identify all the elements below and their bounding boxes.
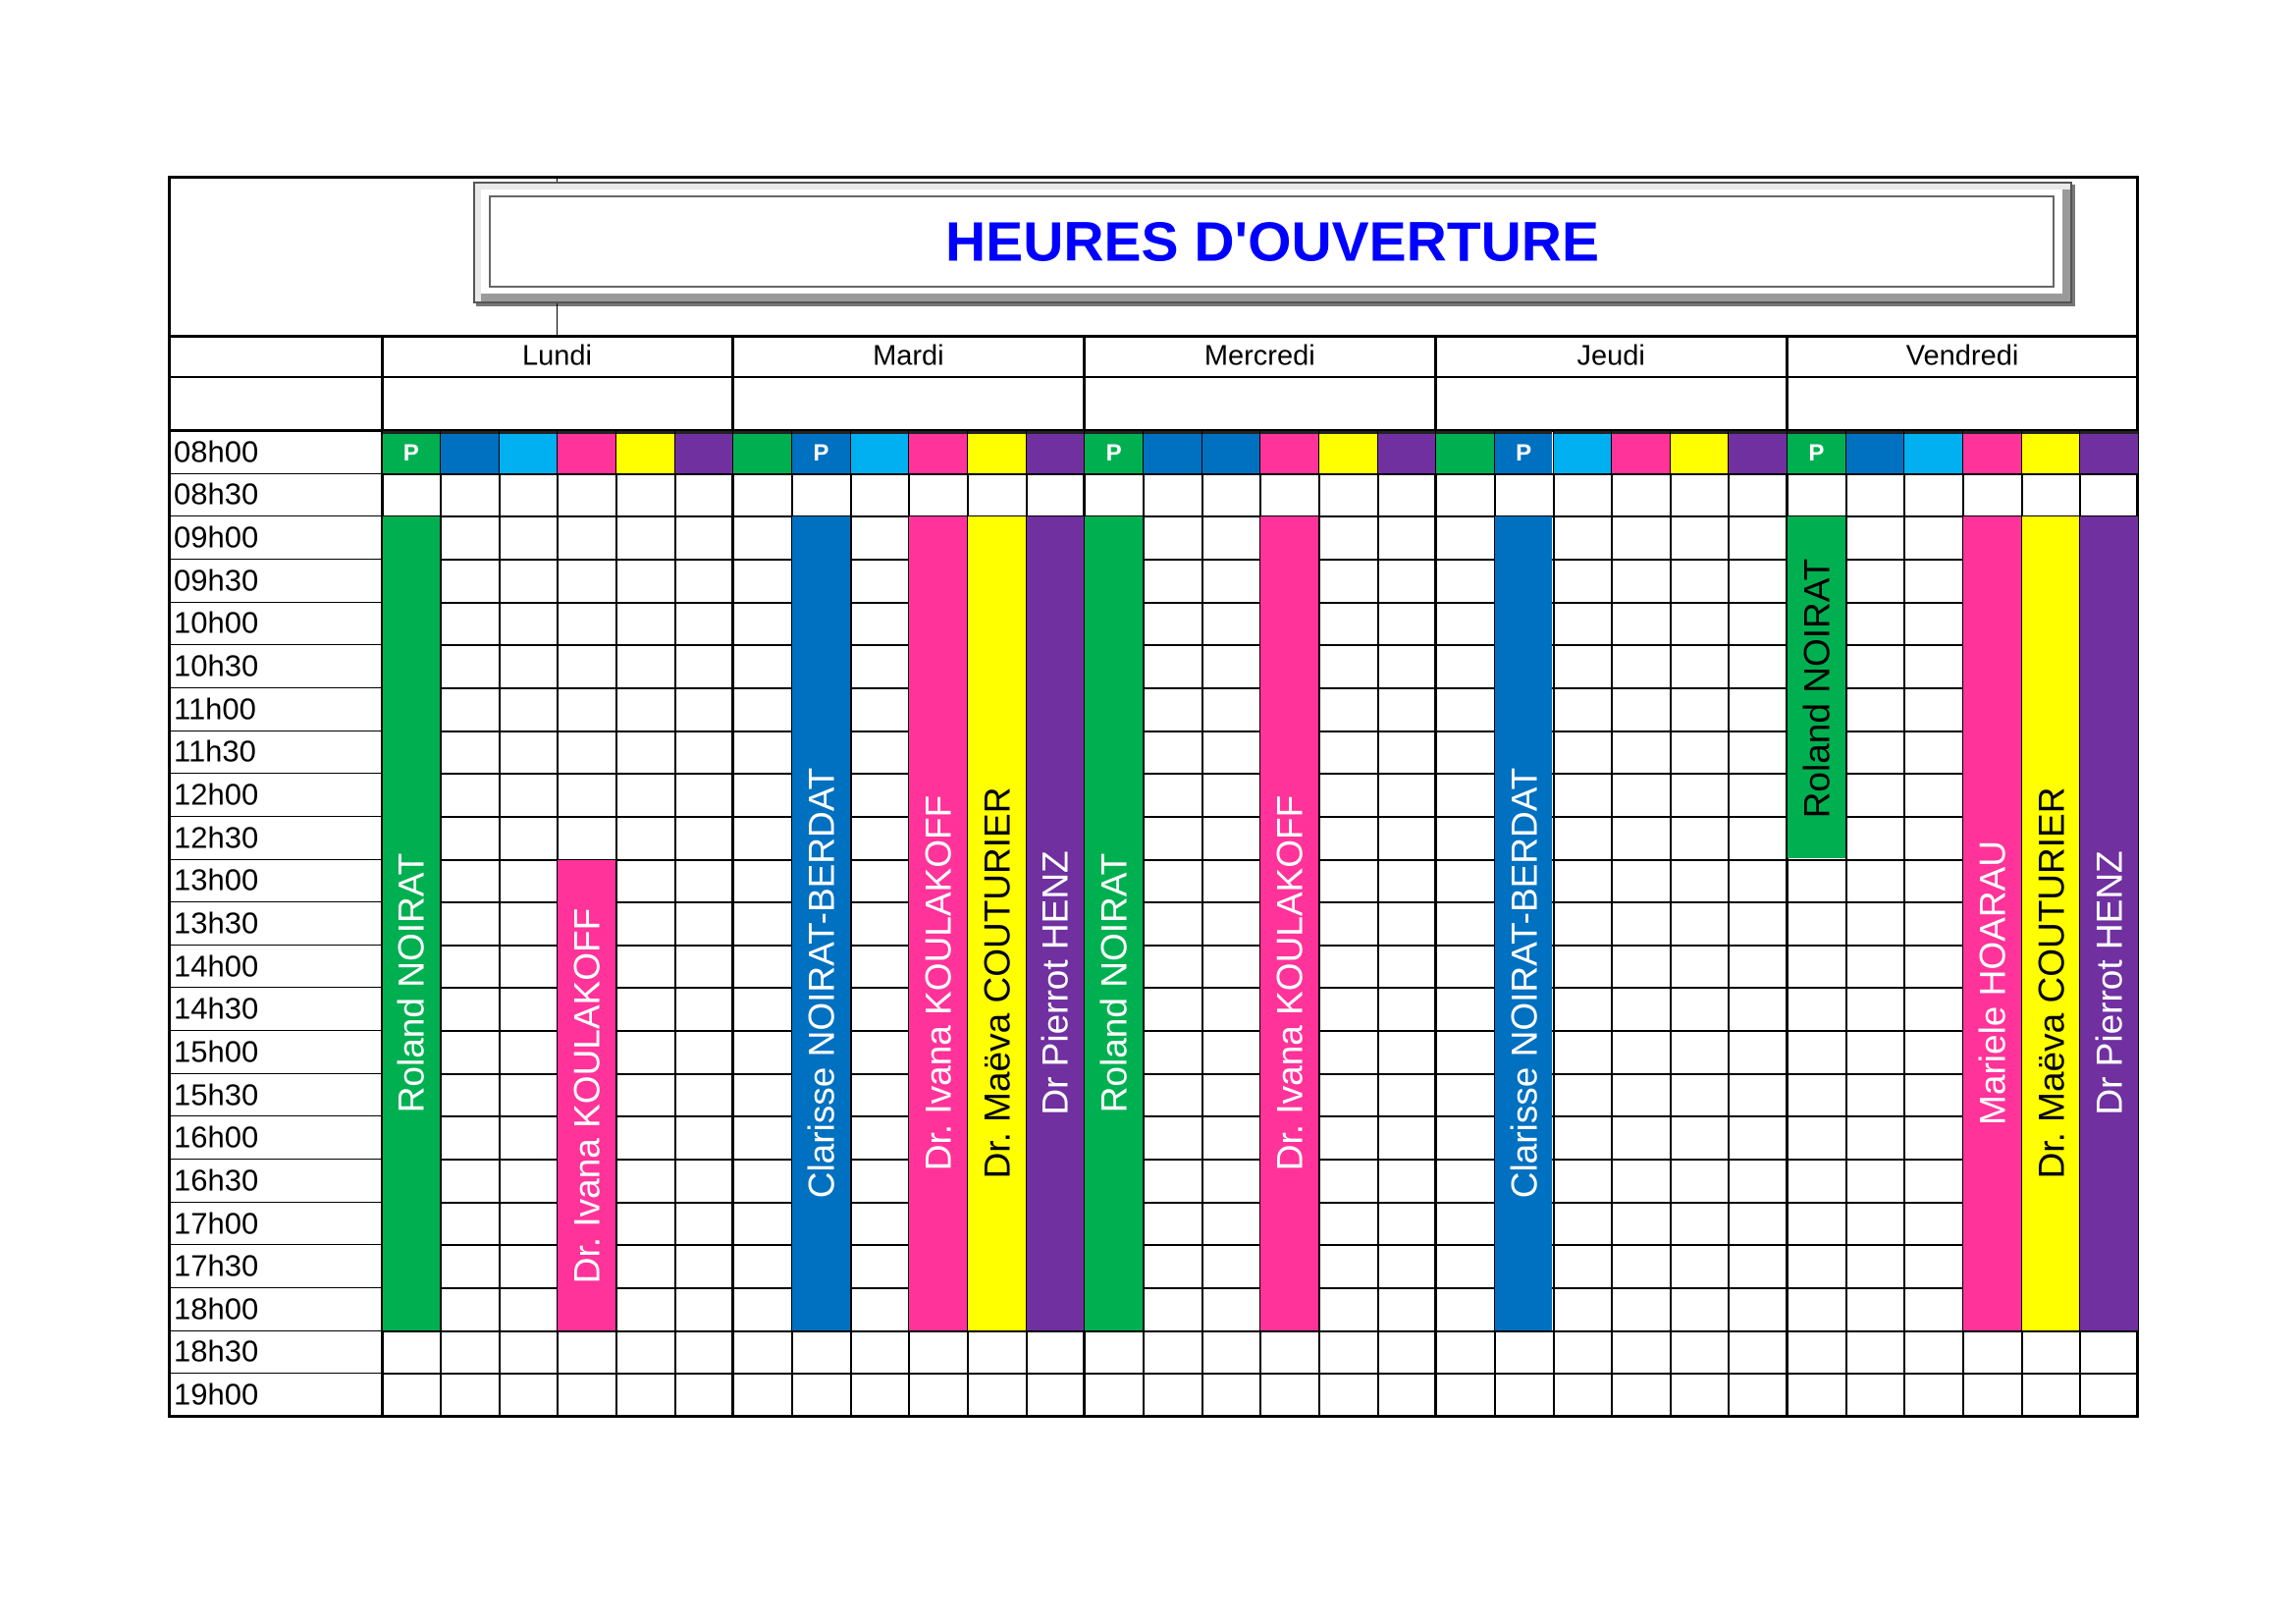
time-row-line: [168, 687, 382, 688]
color-swatch-pink: [1260, 431, 1318, 473]
color-swatch-lightblue: [1904, 431, 1962, 473]
time-label: 09h00: [174, 519, 259, 555]
time-label: 18h00: [174, 1291, 259, 1326]
time-label: 13h30: [174, 905, 259, 941]
time-label: 10h00: [174, 605, 259, 640]
grid-column-line: [1611, 430, 1613, 1416]
color-swatch-green: [1788, 431, 1845, 473]
grid-column-line: [1201, 430, 1203, 1416]
time-label: 14h00: [174, 948, 259, 984]
shift-name: Dr. Maëva COUTURIER: [2031, 786, 2071, 1179]
title-box: [473, 182, 2072, 304]
time-row-line: [168, 1373, 382, 1374]
color-swatch-purple: [1027, 431, 1085, 473]
color-swatch-yellow: [1319, 431, 1377, 473]
color-swatch-lightblue: [1554, 431, 1612, 473]
shift-bar-green: [1085, 516, 1143, 1329]
shift-name: Dr Pierrot HENZ: [1035, 850, 1076, 1115]
shift-name: Dr Pierrot HENZ: [2089, 850, 2130, 1115]
grid-column-line: [615, 430, 617, 1416]
p-marker: P: [1808, 439, 1825, 466]
time-label: 10h30: [174, 648, 259, 683]
grid-column-line: [1845, 430, 1847, 1416]
color-swatch-green: [1085, 431, 1143, 473]
day-header-mercredi: Mercredi: [1203, 340, 1315, 372]
time-row-line: [168, 559, 382, 560]
time-row-line: [168, 1115, 382, 1116]
color-swatch-lightblue: [851, 431, 909, 473]
time-row-line: [168, 945, 382, 946]
time-label: 08h30: [174, 476, 259, 512]
grid-column-line: [1728, 430, 1730, 1416]
time-row-line: [168, 859, 382, 860]
shift-bar-green: [383, 516, 441, 1329]
shift-bar-purple: [2080, 516, 2138, 1329]
shift-name: Roland NOIRAT: [391, 852, 432, 1113]
time-row-line: [168, 773, 382, 774]
color-swatch-green: [383, 431, 441, 473]
grid-column-line: [1318, 430, 1320, 1416]
color-swatch-blue: [1144, 431, 1201, 473]
shift-name: Roland NOIRAT: [1796, 558, 1838, 819]
title-box-tick-top: [557, 176, 558, 182]
day-divider-3: [1434, 336, 1437, 1416]
time-label: 17h00: [174, 1206, 259, 1241]
color-swatch-pink: [909, 431, 967, 473]
color-swatch-pink: [1963, 431, 2021, 473]
color-swatch-yellow: [616, 431, 674, 473]
time-label: 14h30: [174, 991, 259, 1026]
time-label: 09h30: [174, 563, 259, 598]
time-row-line: [168, 1244, 382, 1245]
shift-name: Dr. Ivana KOULAKOFF: [918, 794, 959, 1171]
shift-bar-green: [1788, 516, 1845, 858]
color-swatch-blue: [441, 431, 499, 473]
shift-bar-pink: [1963, 516, 2021, 1329]
time-label: 16h30: [174, 1163, 259, 1198]
time-row-line: [168, 1159, 382, 1160]
time-label: 15h00: [174, 1034, 259, 1069]
color-swatch-yellow: [968, 431, 1026, 473]
time-row-line: [168, 473, 382, 474]
time-label: 18h30: [174, 1333, 259, 1369]
p-marker: P: [1516, 439, 1532, 466]
color-swatch-purple: [675, 431, 733, 473]
color-swatch-yellow: [1671, 431, 1729, 473]
time-label: 12h30: [174, 820, 259, 855]
day-header-lundi: Lundi: [521, 340, 592, 372]
p-marker: P: [813, 439, 829, 466]
p-marker: P: [1105, 439, 1122, 466]
color-swatch-purple: [1378, 431, 1436, 473]
grid-column-line: [674, 430, 676, 1416]
color-swatch-pink: [558, 431, 615, 473]
time-row-line: [168, 901, 382, 902]
day-divider-4: [1786, 336, 1789, 1416]
p-marker: P: [402, 439, 419, 466]
color-swatch-blue: [1495, 431, 1553, 473]
shift-name: Clarisse NOIRAT-BERDAT: [801, 767, 842, 1199]
shift-bar-pink: [1260, 516, 1318, 1329]
title-box-tick: [557, 303, 558, 336]
grid-column-line: [440, 430, 442, 1416]
shift-name: Dr. Ivana KOULAKOFF: [566, 907, 608, 1283]
shift-name: Mariele HOARAU: [1972, 840, 2013, 1125]
shift-name: Dr. Ivana KOULAKOFF: [1269, 794, 1310, 1171]
time-row-line: [168, 1287, 382, 1288]
color-swatch-yellow: [2022, 431, 2080, 473]
shift-bar-pink: [558, 860, 615, 1330]
time-label: 15h30: [174, 1077, 259, 1112]
time-row-line: [168, 816, 382, 817]
time-row-line: [168, 515, 382, 516]
time-row-line: [168, 644, 382, 645]
color-swatch-purple: [2080, 431, 2138, 473]
shift-bar-purple: [1027, 516, 1085, 1329]
shift-bar-blue: [792, 516, 850, 1329]
time-label: 16h00: [174, 1119, 259, 1155]
grid-column-line: [1377, 430, 1379, 1416]
day-row-divider: [168, 376, 2138, 378]
grid-column-line: [1903, 430, 1905, 1416]
color-swatch-pink: [1612, 431, 1670, 473]
page-title: HEURES D'OUVERTURE: [945, 210, 1599, 274]
time-label: 11h00: [174, 691, 256, 727]
color-swatch-purple: [1729, 431, 1787, 473]
grid-column-line: [1143, 430, 1145, 1416]
time-row-line: [168, 1030, 382, 1031]
shift-name: Clarisse NOIRAT-BERDAT: [1504, 767, 1545, 1199]
day-divider-1: [731, 336, 734, 1416]
grid-column-line: [850, 430, 852, 1416]
table-border-bottom: [168, 1415, 2138, 1418]
color-swatch-lightblue: [500, 431, 558, 473]
time-label: 11h30: [174, 733, 256, 769]
shift-bar-yellow: [968, 516, 1026, 1329]
shift-bar-blue: [1495, 516, 1553, 1329]
time-row-line: [168, 1202, 382, 1203]
time-label: 17h30: [174, 1248, 259, 1283]
color-swatch-green: [1436, 431, 1494, 473]
grid-column-line: [1670, 430, 1672, 1416]
color-swatch-blue: [792, 431, 850, 473]
title-row-divider: [168, 335, 2138, 338]
time-label: 08h00: [174, 434, 259, 469]
table-border-left: [168, 176, 171, 1418]
table-border-top: [168, 176, 2138, 179]
time-label: 19h00: [174, 1377, 259, 1412]
time-row-line: [168, 1330, 382, 1331]
day-header-jeudi: Jeudi: [1576, 340, 1645, 372]
color-swatch-blue: [1202, 431, 1260, 473]
day-header-vendredi: Vendredi: [1905, 340, 2019, 372]
color-swatch-blue: [1846, 431, 1904, 473]
shift-name: Roland NOIRAT: [1094, 852, 1135, 1113]
time-row-line: [168, 602, 382, 603]
grid-column-line: [1553, 430, 1555, 1416]
time-label: 13h00: [174, 862, 259, 897]
grid-column-line: [499, 430, 501, 1416]
shift-bar-pink: [909, 516, 967, 1329]
time-row-line: [168, 1073, 382, 1074]
shift-bar-yellow: [2022, 516, 2080, 1329]
color-swatch-green: [733, 431, 791, 473]
day-header-mardi: Mardi: [873, 340, 944, 372]
time-label: 12h00: [174, 777, 259, 812]
shift-name: Dr. Maëva COUTURIER: [977, 786, 1018, 1179]
time-row-line: [168, 987, 382, 988]
